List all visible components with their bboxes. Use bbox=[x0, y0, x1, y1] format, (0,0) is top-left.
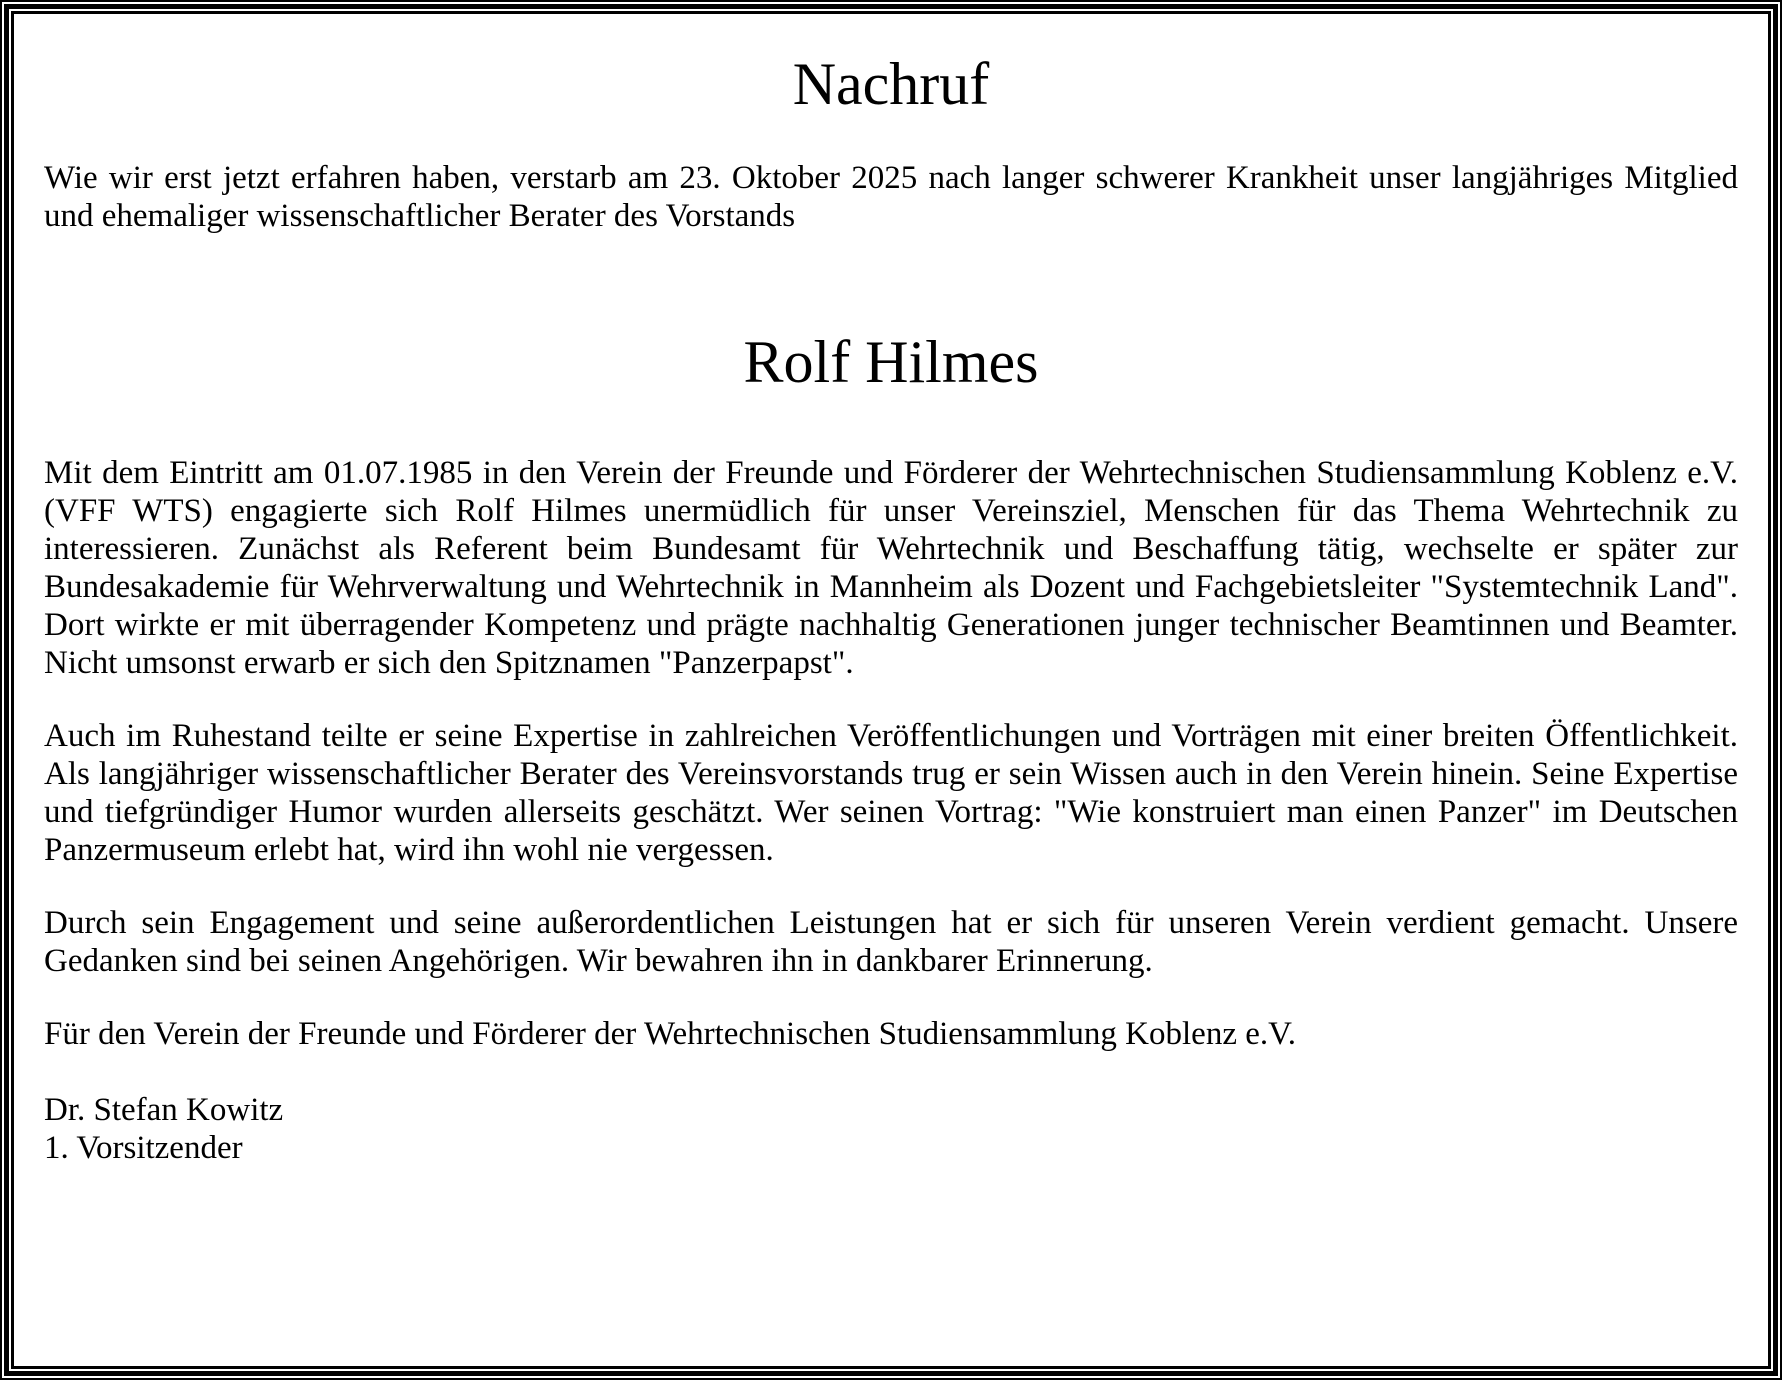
intro-paragraph: Wie wir erst jetzt erfahren haben, verstarb am 23. Oktober 2025 nach langer schwerer Krankheit unser langjähriges Mitglied und ehemaliger wissenschaftlicher Berater des Vorstands bbox=[44, 160, 1738, 234]
signature-role: 1. Vorsitzender bbox=[44, 1130, 243, 1166]
page-title: Nachruf bbox=[792, 51, 990, 117]
body-paragraph-3: Durch sein Engagement und seine außerordentlichen Leistungen hat er sich für unseren Verein verdient gemacht. Unsere Gedanken sind bei seinen Angehörigen. Wir bewahren ihn in dankbarer Erinnerung. bbox=[44, 905, 1738, 979]
body-paragraph-2: Auch im Ruhestand teilte er seine Expertise in zahlreichen Veröffentlichungen und Vorträgen mit einer breiten Öffentlichkeit. Als langjähriger wissenschaftlicher Berater des Vereinsvorstands trug er sein Wissen auch in den Verein hinein. Seine Expertise und tiefgründiger Humor wurden allerseits geschätzt. Wer seinen Vortrag: "Wie konstruiert man einen Panzer" im Deutschen Panzermuseum erlebt hat, wird ihn wohl nie vergessen. bbox=[44, 718, 1738, 868]
closing-line: Für den Verein der Freunde und Förderer der Wehrtechnischen Studiensammlung Koblenz e.V. bbox=[44, 1016, 1296, 1052]
body-paragraph-1: Mit dem Eintritt am 01.07.1985 in den Verein der Freunde und Förderer der Wehrtechnischen Studiensammlung Koblenz e.V. (VFF WTS) engagierte sich Rolf Hilmes unermüdlich für unser Vereinsziel, Menschen für das Thema Wehrtechnik zu interessieren. Zunächst als Referent beim Bundesamt für Wehrtechnik und Beschaffung tätig, wechselte er später zur Bundesakademie für Wehrverwaltung und Wehrtechnik in Mannheim als Dozent und Fachgebietsleiter "Systemtechnik Land". Dort wirkte er mit überragender Kompetenz und prägte nachhaltig Generationen junger technischer Beamtinnen und Beamter. Nicht umsonst erwarb er sich den Spitznamen "Panzerpapst". bbox=[44, 455, 1738, 681]
decorative-frame-inner bbox=[11, 11, 1771, 1369]
signature-block bbox=[44, 1091, 1738, 1167]
decorative-frame bbox=[4, 4, 1778, 1376]
deceased-name-heading: Rolf Hilmes bbox=[743, 329, 1039, 395]
signature-name: Dr. Stefan Kowitz bbox=[44, 1092, 284, 1128]
